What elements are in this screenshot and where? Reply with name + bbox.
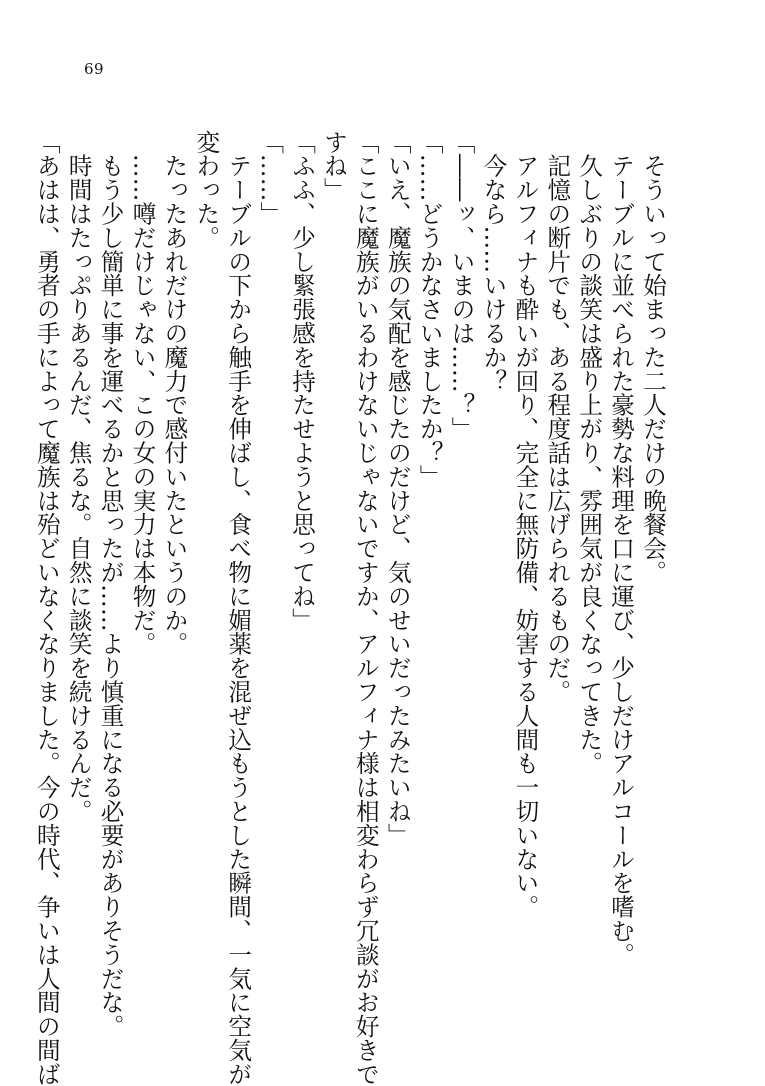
text-line: 変わった。 (192, 130, 221, 250)
text-line: 久しぶりの談笑は盛り上がり、雰囲気が良くなってきた。 (575, 130, 604, 776)
text-line: 「――ッ、いまのは……？」 (447, 130, 476, 441)
text-line: アルフィナも酔いが回り、完全に無防備、妨害する人間も一切いない。 (511, 130, 540, 919)
text-line: そういって始まった二人だけの晩餐会。 (639, 130, 667, 585)
text-line: たったあれだけの魔力で感付いたというのか。 (160, 130, 189, 656)
text-line: 「あはは、勇者の手によって魔族は殆どいなくなりました。今の時代、争いは人間の間ば (32, 130, 61, 1086)
text-line: テーブルに並べられた豪勢な料理を口に運び、少しだけアルコールを嗜む。 (607, 130, 636, 967)
text-line: ……噂だけじゃない、この女の実力は本物だ。 (128, 130, 157, 656)
text-line: 記憶の断片でも、ある程度話は広げられるものだ。 (543, 130, 572, 704)
text-line: 「ふふ、少し緊張感を持たせようと思ってね」 (288, 130, 317, 632)
text-line: テーブルの下から触手を伸ばし、食べ物に媚薬を混ぜ込もうとした瞬間、一気に空気が (224, 130, 253, 1086)
text-line: 今なら……いけるか？ (479, 130, 508, 393)
page-number: 69 (84, 60, 105, 78)
text-line: 「……」 (256, 130, 285, 226)
text-line: もう少し簡単に事を運べるかと思ったが……より慎重になる必要がありそうだな。 (96, 130, 125, 1039)
text-line: 「いえ、魔族の気配を感じたのだけど、気のせいだったみたいね」 (383, 130, 412, 847)
text-line: 時間はたっぷりあるんだ、焦るな。自然に談笑を続けるんだ。 (64, 130, 93, 824)
text-line: 「ここに魔族がいるわけないじゃないですか、アルフィナ様は相変わらず冗談がお好きで (351, 130, 380, 1086)
text-line: すね」 (319, 130, 348, 202)
text-line: 「……どうかなさいましたか？」 (415, 130, 444, 489)
novel-text-body (32, 130, 668, 1086)
